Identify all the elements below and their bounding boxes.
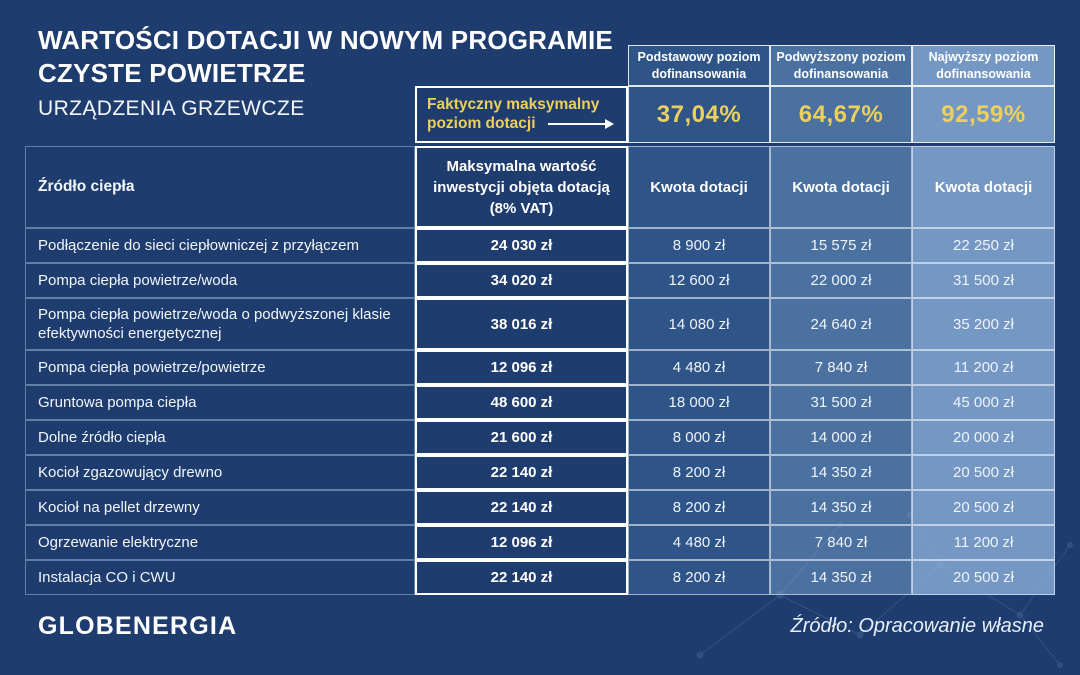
row-grant-amount: 8 200 zł (628, 455, 770, 490)
row-grant-amount: 20 500 zł (912, 490, 1055, 525)
column-header-kwota-highest: Kwota dotacji (912, 146, 1055, 228)
row-grant-amount: 11 200 zł (912, 350, 1055, 385)
row-grant-amount: 11 200 zł (912, 525, 1055, 560)
row-label: Ogrzewanie elektryczne (25, 525, 415, 560)
column-header-kwota-basic: Kwota dotacji (628, 146, 770, 228)
row-grant-amount: 15 575 zł (770, 228, 912, 263)
right-arrow-icon (548, 123, 613, 125)
max-grant-callout (415, 86, 628, 143)
row-max-investment: 22 140 zł (415, 490, 628, 525)
row-grant-amount: 14 350 zł (770, 455, 912, 490)
row-grant-amount: 8 000 zł (628, 420, 770, 455)
level-header-raised: Podwyższony poziom dofinansowania (770, 45, 912, 86)
callout-text-line-2 (427, 115, 616, 133)
column-header-max-investment: Maksymalna wartość inwestycji objęta dotacją (8% VAT) (415, 146, 628, 228)
row-grant-amount: 14 350 zł (770, 490, 912, 525)
level-percent-basic: 37,04% (628, 86, 770, 143)
page-title-line-1: WARTOŚCI DOTACJI W NOWYM PROGRAMIE (38, 25, 613, 55)
row-grant-amount: 4 480 zł (628, 350, 770, 385)
column-header-heat-source: Źródło ciepła (25, 146, 415, 228)
row-grant-amount: 24 640 zł (770, 298, 912, 350)
row-label: Instalacja CO i CWU (25, 560, 415, 595)
row-grant-amount: 14 000 zł (770, 420, 912, 455)
level-header-highest: Najwyższy poziom dofinansowania (912, 45, 1055, 86)
column-header-kwota-raised: Kwota dotacji (770, 146, 912, 228)
row-grant-amount: 18 000 zł (628, 385, 770, 420)
row-max-investment: 22 140 zł (415, 560, 628, 595)
row-max-investment: 38 016 zł (415, 298, 628, 350)
row-label: Podłączenie do sieci ciepłowniczej z przyłączem (25, 228, 415, 263)
row-max-investment: 21 600 zł (415, 420, 628, 455)
row-grant-amount: 8 200 zł (628, 490, 770, 525)
row-grant-amount: 22 000 zł (770, 263, 912, 298)
row-grant-amount: 35 200 zł (912, 298, 1055, 350)
row-grant-amount: 20 500 zł (912, 560, 1055, 595)
row-grant-amount: 14 350 zł (770, 560, 912, 595)
funding-levels-block (628, 45, 1055, 143)
row-label: Kocioł zgazowujący drewno (25, 455, 415, 490)
row-label: Pompa ciepła powietrze/woda (25, 263, 415, 298)
row-grant-amount: 14 080 zł (628, 298, 770, 350)
row-max-investment: 12 096 zł (415, 525, 628, 560)
row-grant-amount: 31 500 zł (770, 385, 912, 420)
row-grant-amount: 22 250 zł (912, 228, 1055, 263)
level-percent-highest: 92,59% (912, 86, 1055, 143)
row-grant-amount: 12 600 zł (628, 263, 770, 298)
row-grant-amount: 20 500 zł (912, 455, 1055, 490)
row-max-investment: 24 030 zł (415, 228, 628, 263)
callout-text-line-1: Faktyczny maksymalny (427, 96, 600, 113)
row-grant-amount: 8 900 zł (628, 228, 770, 263)
level-header-basic: Podstawowy poziom dofinansowania (628, 45, 770, 86)
row-max-investment: 48 600 zł (415, 385, 628, 420)
row-grant-amount: 8 200 zł (628, 560, 770, 595)
row-grant-amount: 31 500 zł (912, 263, 1055, 298)
row-grant-amount: 20 000 zł (912, 420, 1055, 455)
row-grant-amount: 45 000 zł (912, 385, 1055, 420)
row-grant-amount: 7 840 zł (770, 350, 912, 385)
row-max-investment: 22 140 zł (415, 455, 628, 490)
row-label: Pompa ciepła powietrze/powietrze (25, 350, 415, 385)
row-grant-amount: 4 480 zł (628, 525, 770, 560)
row-label: Dolne źródło ciepła (25, 420, 415, 455)
row-label: Pompa ciepła powietrze/woda o podwyższonej klasie efektywności energetycznej (25, 298, 415, 350)
callout-label: poziom dotacji (427, 115, 536, 132)
row-label: Kocioł na pellet drzewny (25, 490, 415, 525)
row-grant-amount: 7 840 zł (770, 525, 912, 560)
page-title-line-2: CZYSTE POWIETRZE (38, 58, 306, 88)
subtitle: URZĄDZENIA GRZEWCZE (38, 97, 305, 120)
row-max-investment: 12 096 zł (415, 350, 628, 385)
row-label: Gruntowa pompa ciepła (25, 385, 415, 420)
row-max-investment: 34 020 zł (415, 263, 628, 298)
level-percent-raised: 64,67% (770, 86, 912, 143)
globenergia-logo: GLOBENERGIA (38, 612, 238, 640)
source-note: Źródło: Opracowanie własne (790, 615, 1044, 637)
grants-table (25, 146, 1055, 595)
